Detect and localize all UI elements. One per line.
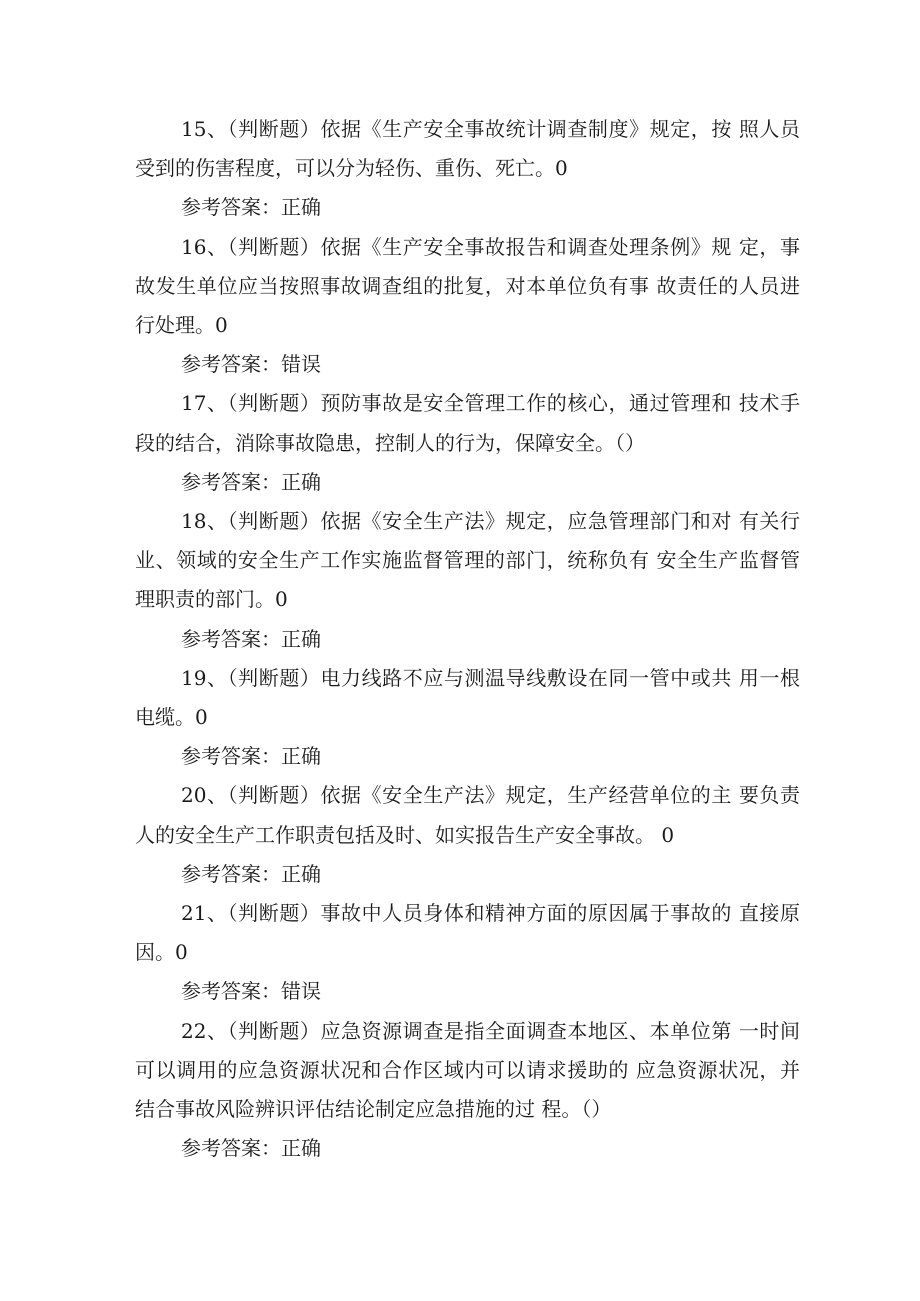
answer-21: 参考答案：错误 <box>181 979 321 1004</box>
question-list <box>135 110 800 1168</box>
question-20: 20、（判断题）依据《安全生产法》规定，生产经营单位的主 要负责人的安全生产工作职责包括及时、如实报告生产安全事故。 0 <box>135 783 800 847</box>
answer-17: 参考答案：正确 <box>181 469 321 494</box>
question-22: 22、（判断题）应急资源调查是指全面调查本地区、本单位第 一时间可以调用的应急资源状况和合作区域内可以请求援助的 应急资源状况，并结合事故风险辨识评估结论制定应急措施的过 程。（） <box>135 1018 800 1122</box>
question-21: 21、（判断题）事故中人员身体和精神方面的原因属于事故的 直接原因。0 <box>135 901 800 965</box>
answer-16: 参考答案：错误 <box>181 352 321 377</box>
question-16: 16、（判断题）依据《生产安全事故报告和调查处理条例》规 定，事故发生单位应当按照事故调查组的批复，对本单位负有事 故责任的人员进行处理。0 <box>135 234 800 338</box>
question-19: 19、（判断题）电力线路不应与测温导线敷设在同一管中或共 用一根电缆。0 <box>135 665 800 730</box>
question-15: 15、（判断题）依据《生产安全事故统计调查制度》规定，按 照人员受到的伤害程度，可以分为轻伤、重伤、死亡。0 <box>135 117 800 181</box>
question-18: 18、（判断题）依据《安全生产法》规定，应急管理部门和对 有关行业、领域的安全生产工作实施监督管理的部门，统称负有 安全生产监督管理职责的部门。0 <box>135 509 800 612</box>
answer-22: 参考答案：正确 <box>181 1136 321 1161</box>
answer-19: 参考答案：正确 <box>181 744 321 769</box>
answer-18: 参考答案：正确 <box>181 626 321 651</box>
question-17: 17、（判断题）预防事故是安全管理工作的核心，通过管理和 技术手段的结合，消除事故隐患，控制人的行为，保障安全。（） <box>135 391 800 455</box>
answer-15: 参考答案：正确 <box>181 195 321 220</box>
answer-20: 参考答案：正确 <box>181 861 321 886</box>
